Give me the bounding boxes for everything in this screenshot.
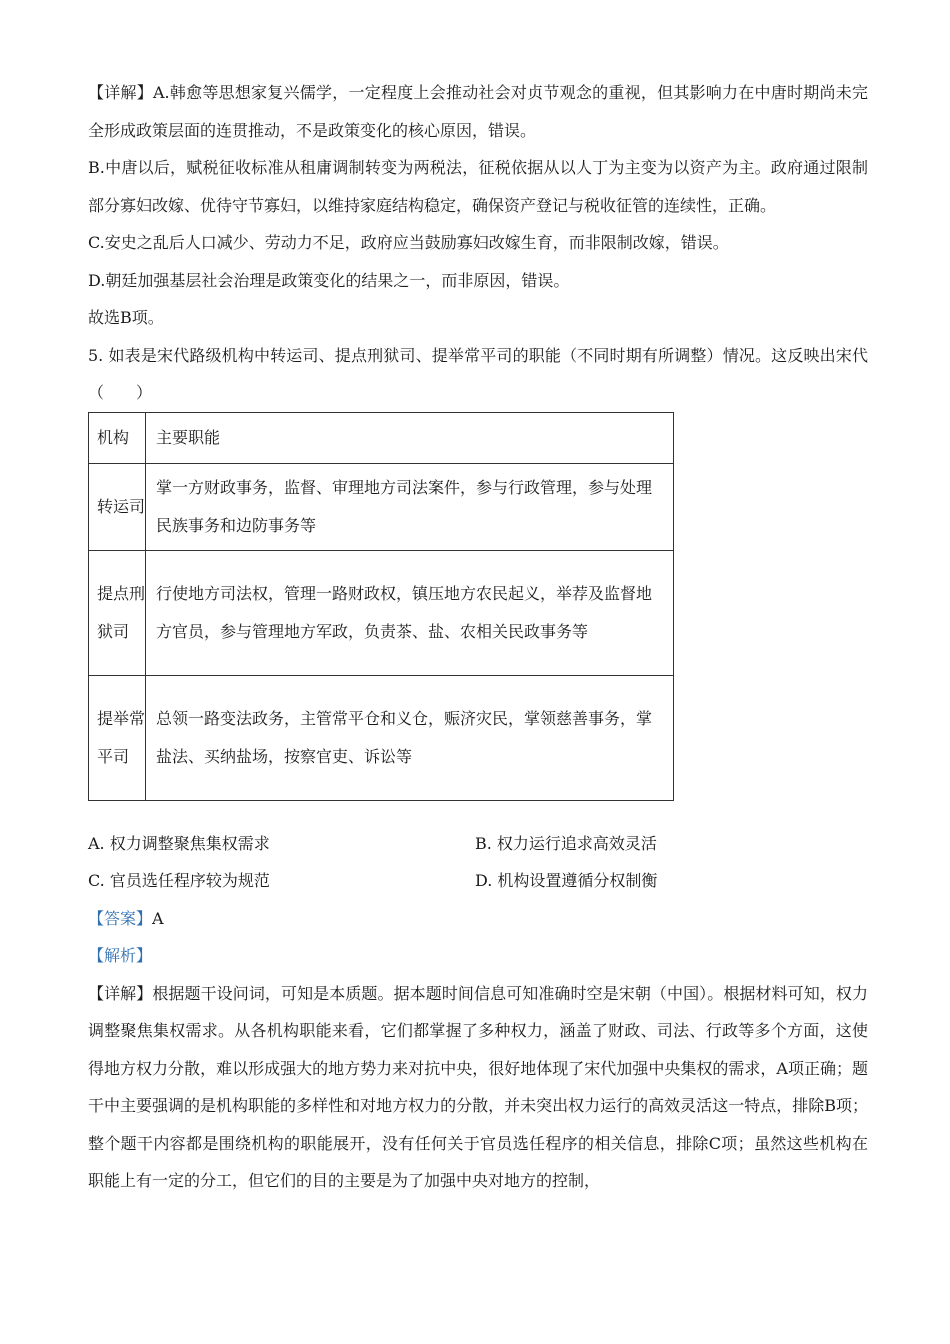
prev-explanation-c: C.安史之乱后人口减少、劳动力不足，政府应当鼓励寡妇改嫁生育，而非限制改嫁，错误。 (88, 233, 729, 252)
table-header-row (89, 412, 674, 463)
detail-label: 【详解】 (88, 983, 153, 1003)
table-cell-org: 提点刑狱司 (89, 550, 146, 675)
table-cell-org: 提举常平司 (89, 675, 146, 800)
prev-conclusion: 故选B项。 (88, 308, 164, 327)
table-row (89, 463, 674, 550)
detail-label: 【详解】 (88, 83, 153, 102)
prev-explanation-d: D.朝廷加强基层社会治理是政策变化的结果之一，而非原因，错误。 (88, 270, 570, 290)
detail-text: 根据题干设问词，可知是本质题。据本题时间信息可知准确时空是宋朝（中国）。根据材料可知，权力调整聚焦集权需求。从各机构职能来看，它们都掌握了多种权力，涵盖了财政、司法、行政等多个方面，这使得地方权力分散，难以形成强大的地方势力来对抗中央，很好地体现了宋代加强中央集权的需求，A项正确；题干中主要强调的是机构职能的多样性和对地方权力的分散，并未突出权力运行的高效灵活这一特点，排除B项；整个题干内容都是围绕机构的职能展开，没有任何关于官员选任程序的相关信息，排除C项；虽然这些机构在职能上有一定的分工，但它们的目的主要是为了加强中央对地方的控制， (88, 983, 868, 1190)
table-header-org: 机构 (89, 412, 146, 463)
table-cell-duty: 掌一方财政事务，监督、审理地方司法案件，参与行政管理，参与处理民族事务和边防事务等 (146, 463, 674, 550)
analysis-label: 【解析】 (88, 946, 153, 965)
analysis-line (88, 937, 868, 975)
detail-paragraph (88, 975, 868, 1200)
prev-explanation-b: B.中唐以后，赋税征收标准从租庸调制转变为两税法，征税依据从以人丁为主变为以资产为主。政府通过限制部分寡妇改嫁、优待守节寡妇，以维持家庭结构稳定，确保资产登记与税收征管的连续性，正确。 (88, 158, 868, 215)
functions-table (88, 412, 674, 801)
prev-explanation-a: 【详解】A.韩愈等思想家复兴儒学，一定程度上会推动社会对贞节观念的重视，但其影响力在中唐时期尚未完全形成政策层面的连贯推动，不是政策变化的核心原因，错误。 (88, 83, 868, 140)
answer-label: 【答案】 (88, 908, 153, 928)
answer-value: A (152, 908, 164, 928)
answer-options (88, 825, 868, 900)
answer-line (88, 900, 868, 938)
table-cell-duty: 总领一路变法政务，主管常平仓和义仓，赈济灾民，掌领慈善事务，掌盐法、买纳盐场，按察官吏、诉讼等 (146, 675, 674, 800)
table-cell-duty: 行使地方司法权，管理一路财政权，镇压地方农民起义，举荐及监督地方官员，参与管理地方军政，负责茶、盐、农相关民政事务等 (146, 550, 674, 675)
option-d: D. 机构设置遵循分权制衡 (475, 871, 658, 890)
document-page (88, 74, 868, 1200)
table-header-duty: 主要职能 (146, 412, 674, 463)
option-c: C. 官员选任程序较为规范 (88, 871, 270, 890)
table-cell-org: 转运司 (89, 463, 146, 550)
table-row (89, 550, 674, 675)
question-stem: 5. 如表是宋代路级机构中转运司、提点刑狱司、提举常平司的职能（不同时期有所调整）情况。这反映出宋代（ ） (88, 345, 868, 402)
option-b: B. 权力运行追求高效灵活 (475, 833, 657, 853)
table-row (89, 675, 674, 800)
option-a: A. 权力调整聚焦集权需求 (88, 833, 270, 853)
